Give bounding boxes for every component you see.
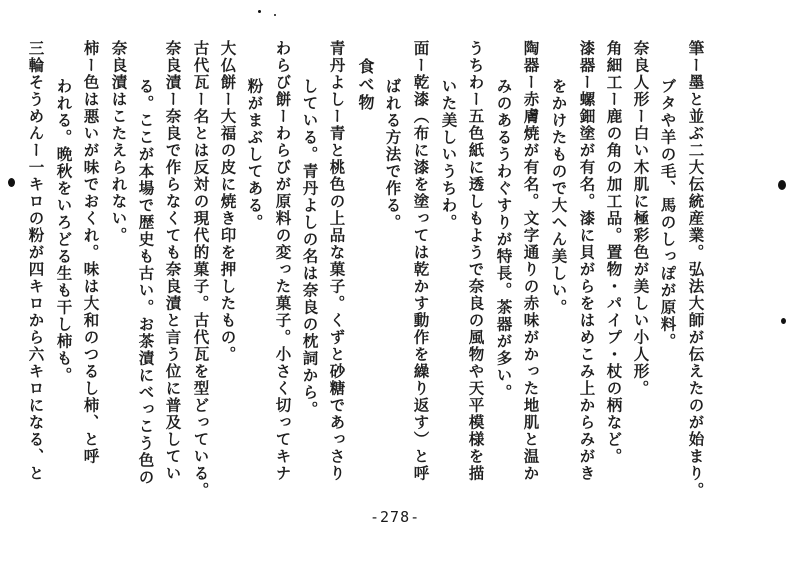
text-line: 面ー乾漆（布に漆を塗っては乾かす動作を繰り返す）と呼 bbox=[411, 40, 431, 482]
text-line: 粉がまぶしてある。 bbox=[245, 78, 265, 231]
text-line: 古代瓦ー名とは反対の現代的菓子。古代瓦を型どっている。 bbox=[191, 40, 211, 499]
scan-speck bbox=[778, 180, 786, 190]
text-line: わらび餅ーわらびが原料の変った菓子。小さく切ってキナ bbox=[273, 40, 293, 482]
text-line: うちわー五色紙に透しもようで奈良の風物や天平模様を描 bbox=[466, 40, 486, 482]
page-number: -278- bbox=[370, 508, 421, 526]
text-line: る。ここが本場で歴史も古い。お茶漬にべっこう色の bbox=[136, 78, 156, 486]
scan-speck bbox=[781, 318, 786, 324]
text-line: 角細工ー鹿の角の加工品。置物・パイプ・杖の柄など。 bbox=[604, 40, 624, 465]
section-heading: 食べ物 bbox=[356, 58, 375, 112]
text-line: 青丹よしー青と桃色の上品な菓子。くずと砂糖であっさり bbox=[327, 40, 347, 482]
text-line: している。青丹よしの名は奈良の枕詞から。 bbox=[300, 78, 320, 418]
text-line: 柿ー色は悪いが味でおくれ。味は大和のつるし柿、と呼 bbox=[81, 40, 101, 465]
text-line: 筆ー墨と並ぶ二大伝統産業。弘法大師が伝えたのが始まり。 bbox=[686, 40, 706, 499]
text-line: いた美しいうちわ。 bbox=[439, 78, 459, 231]
scan-speck bbox=[258, 10, 261, 13]
text-line: ブタや羊の毛、馬のしっぽが原料。 bbox=[658, 78, 678, 350]
text-line: 奈良漬はこたえられない。 bbox=[109, 40, 129, 244]
text-line: 陶器ー赤膚焼が有名。文字通りの赤味がかった地肌と温か bbox=[521, 40, 541, 482]
scan-speck bbox=[8, 178, 15, 187]
text-line: 漆器ー螺鈿塗が有名。漆に貝がらをはめこみ上からみがき bbox=[577, 40, 597, 482]
text-line: 奈良人形ー白い木肌に極彩色が美しい小人形。 bbox=[631, 40, 651, 397]
scan-speck bbox=[274, 14, 276, 16]
text-line: われる。晩秋をいろどる生も干し柿も。 bbox=[54, 78, 74, 384]
text-line: ばれる方法で作る。 bbox=[383, 78, 403, 231]
text-line: 奈良漬ー奈良で作らなくても奈良漬と言う位に普及してい bbox=[163, 40, 183, 482]
text-line: 大仏餅ー大福の皮に焼き印を押したもの。 bbox=[218, 40, 238, 363]
text-line: 三輪そうめんー一キロの粉が四キロから六キロになる、と bbox=[26, 40, 46, 482]
text-line: みのあるうわぐすりが特長。茶器が多い。 bbox=[494, 78, 514, 401]
text-line: をかけたもので大へん美しい。 bbox=[549, 78, 569, 316]
